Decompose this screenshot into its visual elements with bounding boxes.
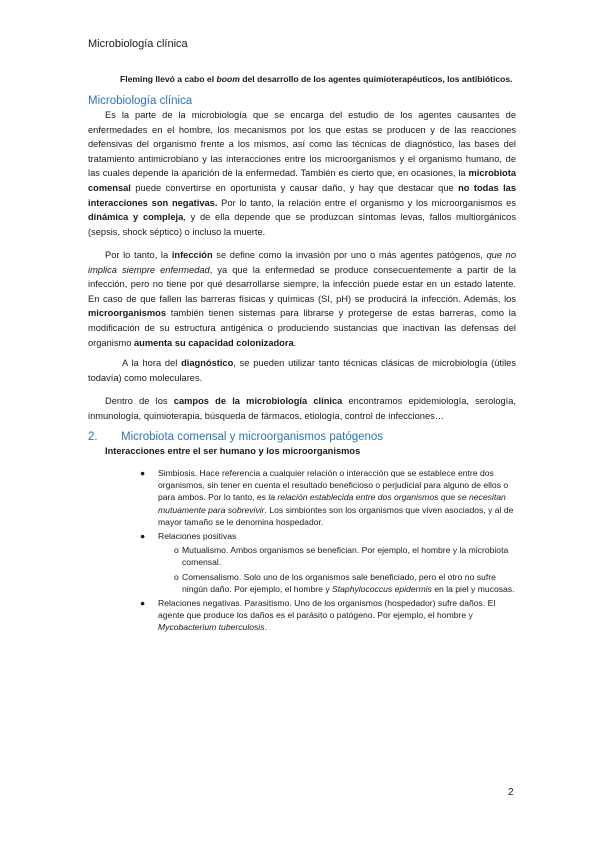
bold-text: campos de la microbiología clínica	[173, 396, 343, 406]
text: Por lo tanto, la	[105, 250, 172, 260]
text: , ya que la enfermedad se produce consecuentemente a partir de la infección, pero no tiene por qué desarrollarse siempre, la infección puede estar en un estado latente. En caso de que fallen las barreras físicas y químicas (SI, pH) se producirá la infección. Además, los	[88, 264, 517, 304]
italic-text: Mycobacterium tuberculosis	[158, 622, 265, 633]
text: puede convertirse en oportunista y causar daño, y hay que destacar que	[130, 182, 459, 193]
bold-text: infección	[171, 250, 213, 260]
bold-text: no todas las interacciones son negativas.	[88, 182, 517, 208]
sub-bullet-icon: o	[174, 545, 179, 556]
page-number: 2	[508, 787, 514, 798]
text: .	[264, 622, 267, 633]
running-header: Microbiología clínica	[88, 38, 188, 50]
section-title-microbiota	[88, 431, 383, 443]
bullet-icon: ●	[140, 468, 146, 478]
bold-text: microorganismos	[88, 308, 167, 319]
intro-text-end: del desarrollo de los agentes quimioterapéuticos, los antibióticos.	[239, 74, 513, 84]
text: se define como la invasión por uno o más agentes patógenos,	[212, 250, 487, 260]
text: A la hora del	[122, 358, 182, 368]
subheading-interactions: Interacciones entre el ser humano y los microorganismos	[105, 446, 361, 456]
paragraph-infection	[88, 248, 516, 350]
bullet-icon: ●	[140, 531, 146, 542]
paragraph-fields	[88, 394, 516, 423]
text: , y de ella depende que se produzcan síntomas levas, fallos multiorgánicos (sepsis, shock séptico) o incluso la muerte.	[88, 212, 516, 237]
list-item-relaciones-positivas	[140, 530, 520, 542]
intro-text: Fleming llevó a cabo el	[120, 74, 217, 84]
text: Simbiosis. Hace referencia a cualquier relación o interacción que se establece entre dos organismos, sin tener en cuenta el resultado beneficioso o perjudicial para alguno de ellos o para ambos. Por lo tanto, es	[158, 468, 509, 503]
italic-text: Staphylococcus epidermis	[332, 583, 432, 594]
sub-bullet-icon: o	[174, 571, 179, 582]
intro-italic: boom	[216, 74, 240, 84]
list-item-mutualismo	[140, 544, 520, 568]
text: , se pueden utilizar tanto técnicas clásicas de microbiología (útiles todavía) como moleculares.	[88, 358, 516, 383]
intro-sentence	[120, 74, 515, 84]
paragraph-diagnosis	[88, 356, 516, 385]
text: Relaciones negativas. Parasitismo. Uno de los organismos (hospedador) sufre daños. El agente que produce los daños es el parásito o patógeno. Por ejemplo, el hombre y	[158, 598, 496, 621]
bold-text: aumenta su capacidad colonizadora	[134, 337, 294, 348]
section-number: 2.	[88, 431, 98, 443]
text: Por lo tanto, la relación entre el organismo y los microorganismos es	[217, 197, 517, 208]
list-item-comensalismo	[140, 571, 520, 595]
interactions-list	[140, 467, 520, 636]
text: Es la parte de la microbiología que se encarga del estudio de los agentes causantes de enfermedades en el hombre, los mecanismos por los que estas se producen y de las reacciones defensivas del organismo frente a los mismos, así como las técnicas de diagnóstico, las bases del tratamiento antimicrobiano y las interacciones entre los microorganismos y el organismo humano, de las cuales depende la aparición de la enfermedad. También es cierto que, en ocasiones, la	[88, 110, 516, 179]
section-title-text: Microbiota comensal y microorganismos patógenos	[121, 431, 384, 443]
bold-text: microbiota comensal	[88, 168, 516, 193]
section-title-microbiologia-clinica: Microbiología clínica	[88, 95, 193, 107]
text: Comensalismo. Solo uno de los organismos sale beneficiado, pero el otro no sufre ningún daño. Por ejemplo, el hombre y	[182, 571, 496, 594]
list-item-simbiosis	[140, 467, 520, 528]
bold-text: dinámica y compleja	[88, 212, 184, 223]
text: en la piel y mucosas.	[431, 583, 515, 594]
italic-text: la relación establecida entre dos organismos que se necesitan mutuamente para sobrevivir	[158, 492, 506, 515]
text: .	[293, 337, 297, 348]
bold-text: diagnóstico	[181, 358, 234, 368]
bullet-icon: ●	[140, 598, 146, 609]
text: Mutualismo. Ambos organismos se benefician. Por ejemplo, el hombre y la microbiota comensal.	[182, 545, 509, 568]
text: Relaciones positivas	[158, 531, 237, 542]
list-item-relaciones-negativas	[140, 597, 520, 634]
text: Dentro de los	[105, 396, 174, 406]
text: . Los simbiontes son los organismos que viven asociados, y al de mayor tamaño se le denomina hospedador.	[158, 504, 514, 527]
text: también tienen sistemas para librarse y protegerse de estas barreras, como la modificación de su estructura antigénica o produciendo sustancias que inactivan las defensas del organismo	[88, 308, 516, 348]
text: encontramos epidemiología, serología, inmunología, quimioterapia, búsqueda de fármacos, etiología, control de infecciones…	[88, 396, 516, 421]
italic-text: que no implica siempre enfermedad	[88, 250, 517, 275]
paragraph-definition	[88, 108, 516, 239]
